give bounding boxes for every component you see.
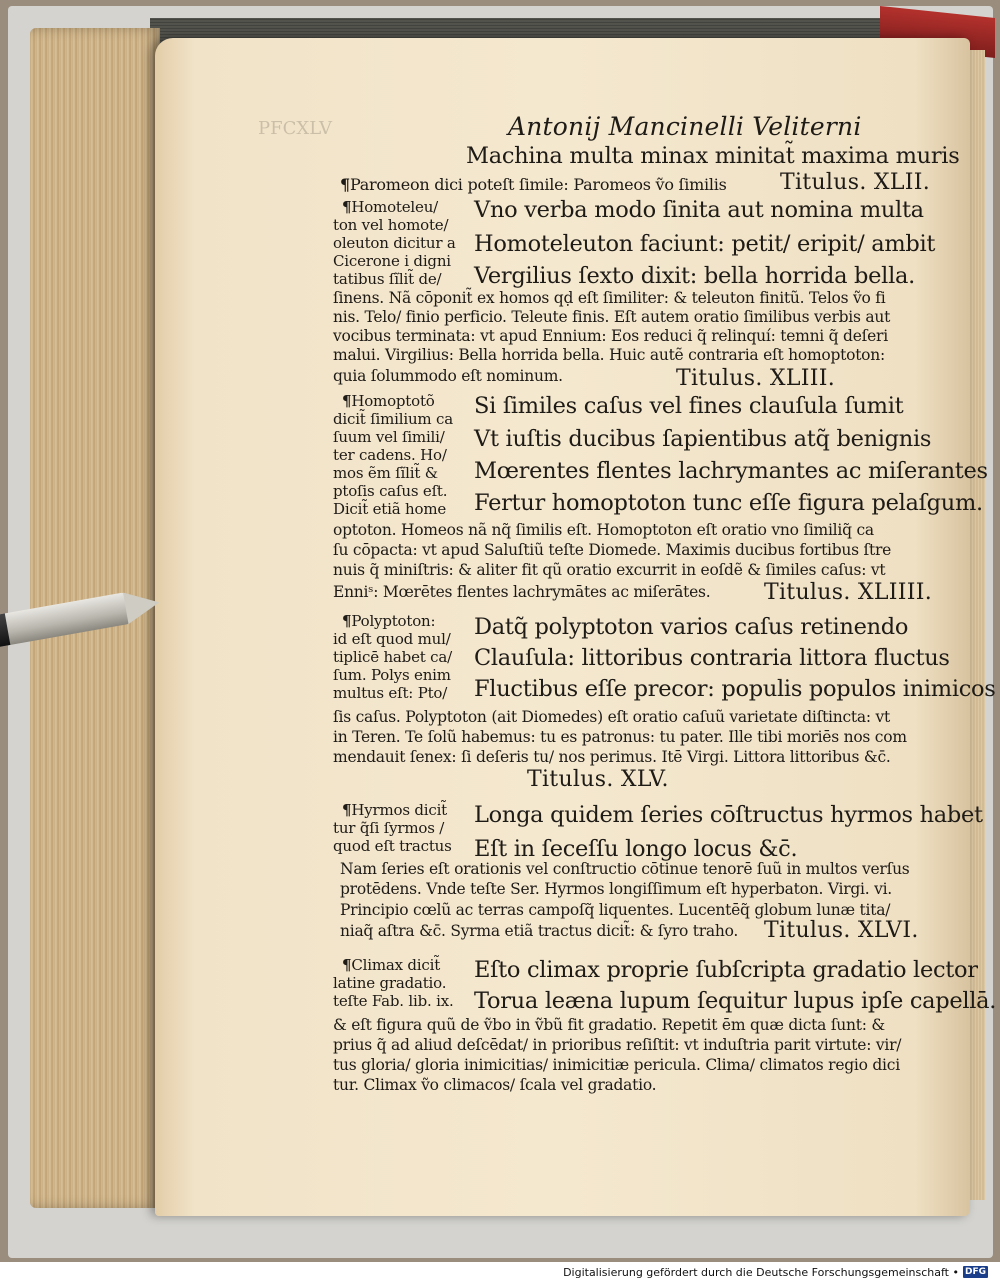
titulus: Titulus. XLII. bbox=[780, 170, 931, 195]
gloss-line: oleuton dicitur a bbox=[333, 234, 456, 252]
comment-line: ſis caſus. Polyptoton (ait Diomedes) eſt oratio caſuũ varietate diſtincta: vt bbox=[333, 708, 891, 726]
verse-line: Homoteleuton faciunt: petit/ eripit/ ambit bbox=[474, 231, 936, 257]
gloss-line: tur q̃ſi ſyrmos / bbox=[333, 819, 445, 837]
gloss-line: ter cadens. Ho/ bbox=[333, 446, 447, 464]
bleed-through: PFCXLV bbox=[258, 118, 333, 139]
comment-line: ſu cōpacta: vt apud Saluſtiũ teſte Diomede. Maximis ducibus fortibus ſtre bbox=[333, 541, 892, 559]
verse-line: Eſt in ſeceſſu longo locus &c̄. bbox=[474, 836, 798, 862]
comment-line: in Teren. Te ſolũ habemus: tu es patronus: tu pater. Ille tibi moriēs nos com bbox=[333, 728, 907, 746]
verse-line: Clauſula: littoribus contraria littora fluctus bbox=[474, 645, 950, 671]
verse-line: Machina multa minax minitat̃ maxima muris bbox=[466, 143, 960, 169]
footer-text: Digitalisierung gefördert durch die Deutsche Forschungsgemeinschaft • bbox=[563, 1265, 959, 1279]
comment-line: vocibus terminata: vt apud Ennium: Eos reduci q̃ relinquí: temni q̃ deſeri bbox=[333, 327, 888, 345]
verse-line: Fluctibus eſſe precor: populis populos inimicos bbox=[474, 676, 996, 702]
comment-line: mendauit ſenex: ſi deſeris tu/ nos perimus. Itē Virgi. Littora littoribus &c̄. bbox=[333, 748, 891, 766]
heading-intro: ¶Paromeon dici poteſt ſimile: Paromeos ṽo ſimilis bbox=[340, 175, 727, 194]
gloss-line: tiplicē habet ca/ bbox=[333, 648, 452, 666]
comment-line: optoton. Homeos nã nq̃ ſimilis eſt. Homoptoton eſt oratio vno ſimiliq̃ ca bbox=[333, 521, 874, 539]
verse-line: Si ſimiles caſus vel fines clauſula ſumit bbox=[474, 393, 904, 419]
comment-line: Nam ſeries eſt orationis vel conſtructio cōtinue tenorē ſuũ in multos verſus bbox=[340, 860, 910, 878]
gloss-line: ¶Homoteleu/ bbox=[342, 198, 439, 216]
comment-line: protēdens. Vnde teſte Ser. Hyrmos longiſſimum eſt hyperbaton. Virgi. vi. bbox=[340, 880, 892, 898]
gloss-line: Cicerone i digni bbox=[333, 252, 451, 270]
gloss-line: ſum. Polys enim bbox=[333, 666, 451, 684]
comment-line: nis. Telo/ finio perficio. Teleute finis. Eſt autem oratio ſimilibus verbis aut bbox=[333, 308, 891, 326]
titulus: Titulus. XLIIII. bbox=[764, 580, 933, 605]
titulus: Titulus. XLVI. bbox=[764, 918, 919, 943]
gloss-line: ¶Climax dicit̃ bbox=[342, 956, 441, 974]
comment-line: tus gloria/ gloria inimicitias/ inimicitiæ pericula. Clima/ climatos regio dici bbox=[333, 1056, 900, 1074]
gloss-line: ¶Homoptotõ bbox=[342, 392, 435, 410]
titulus: Titulus. XLV. bbox=[527, 767, 669, 792]
gloss-line: multus eſt: Pto/ bbox=[333, 684, 448, 702]
gloss-line: ¶Hyrmos dicit̃ bbox=[342, 801, 448, 819]
footer-credit bbox=[563, 1264, 988, 1280]
comment-line: ſinens. Nã cōponit̃ ex homos qḍ eſt ſimiliter: & teleuton finitũ. Telos ṽo fi bbox=[333, 289, 886, 307]
gloss-line: ſuum vel ſimili/ bbox=[333, 428, 445, 446]
comment-line: tur. Climax ṽo climacos/ ſcala vel gradatio. bbox=[333, 1076, 657, 1094]
gloss-line: ton vel homote/ bbox=[333, 216, 449, 234]
gloss-line: teſte Fab. lib. ix. bbox=[333, 992, 454, 1010]
comment-line: malui. Virgilius: Bella horrida bella. Huic autẽ contraria eſt homoptoton: bbox=[333, 346, 885, 364]
verse-line: Vergilius ſexto dixit: bella horrida bella. bbox=[474, 263, 915, 289]
verse-line: Longa quidem ſeries cōſtructus hyrmos habet bbox=[474, 802, 983, 828]
comment-line: quia ſolummodo eſt nominum. bbox=[333, 367, 563, 385]
gloss-line: quod eſt tractus bbox=[333, 837, 452, 855]
verse-line: Mœrentes flentes lachrymantes ac miſerantes bbox=[474, 458, 988, 484]
gloss-line: dicit̃ ſimilium ca bbox=[333, 410, 453, 428]
verse-line: Torua leæna lupum ſequitur lupus ipſe capellā. bbox=[474, 988, 997, 1014]
gloss-line: tatibus ſĩlit̃ de/ bbox=[333, 270, 442, 288]
gloss-line: ¶Polyptoton: bbox=[342, 612, 436, 630]
comment-line: Enniˢ: Mœrētes flentes lachrymātes ac miſerātes. bbox=[333, 583, 711, 601]
verse-line: Vt iuſtis ducibus ſapientibus atq̃ benignis bbox=[474, 426, 932, 452]
comment-line: nuis q̃ miniſtris: & aliter fit qũ oratio excurrit in eoſdẽ & ſimiles caſus: vt bbox=[333, 561, 886, 579]
comment-line: & eſt figura quũ de ṽbo in ṽbũ fit gradatio. Repetit ēm quæ dicta ſunt: & bbox=[333, 1016, 885, 1034]
verse-line: Datq̃ polyptoton varios caſus retinendo bbox=[474, 614, 909, 640]
gloss-line: ptoſis caſus eſt. bbox=[333, 482, 448, 500]
verse-line: Vno verba modo ſinita aut nomina multa bbox=[474, 197, 924, 223]
comment-line: niaq̃ aſtra &c̄. Syrma etiã tractus dicit̃: & ſyro traho. bbox=[340, 922, 739, 940]
gloss-line: latine gradatio. bbox=[333, 974, 447, 992]
verse-line: Fertur homoptoton tunc eſſe figura pelaſgum. bbox=[474, 490, 983, 516]
comment-line: prius q̃ ad aliud deſcēdat/ in prioribus reſiſtit: vt induſtria parit virtute: vir/ bbox=[333, 1036, 902, 1054]
dfg-logo: DFG bbox=[964, 1267, 986, 1277]
comment-line: Principio cœlũ ac terras campoſq̃ liquentes. Lucentēq̃ globum lunæ tita/ bbox=[340, 901, 891, 919]
titulus: Titulus. XLIII. bbox=[676, 366, 836, 391]
gloss-line: mos ẽm ſĩlit̃ & bbox=[333, 464, 438, 482]
gloss-line: Dicit̃ etiã home bbox=[333, 500, 447, 518]
running-head: Antonij Mancinelli Veliterni bbox=[508, 112, 862, 141]
verse-line: Eſto climax proprie ſubſcripta gradatio lector bbox=[474, 957, 978, 983]
gloss-line: id eſt quod mul/ bbox=[333, 630, 451, 648]
